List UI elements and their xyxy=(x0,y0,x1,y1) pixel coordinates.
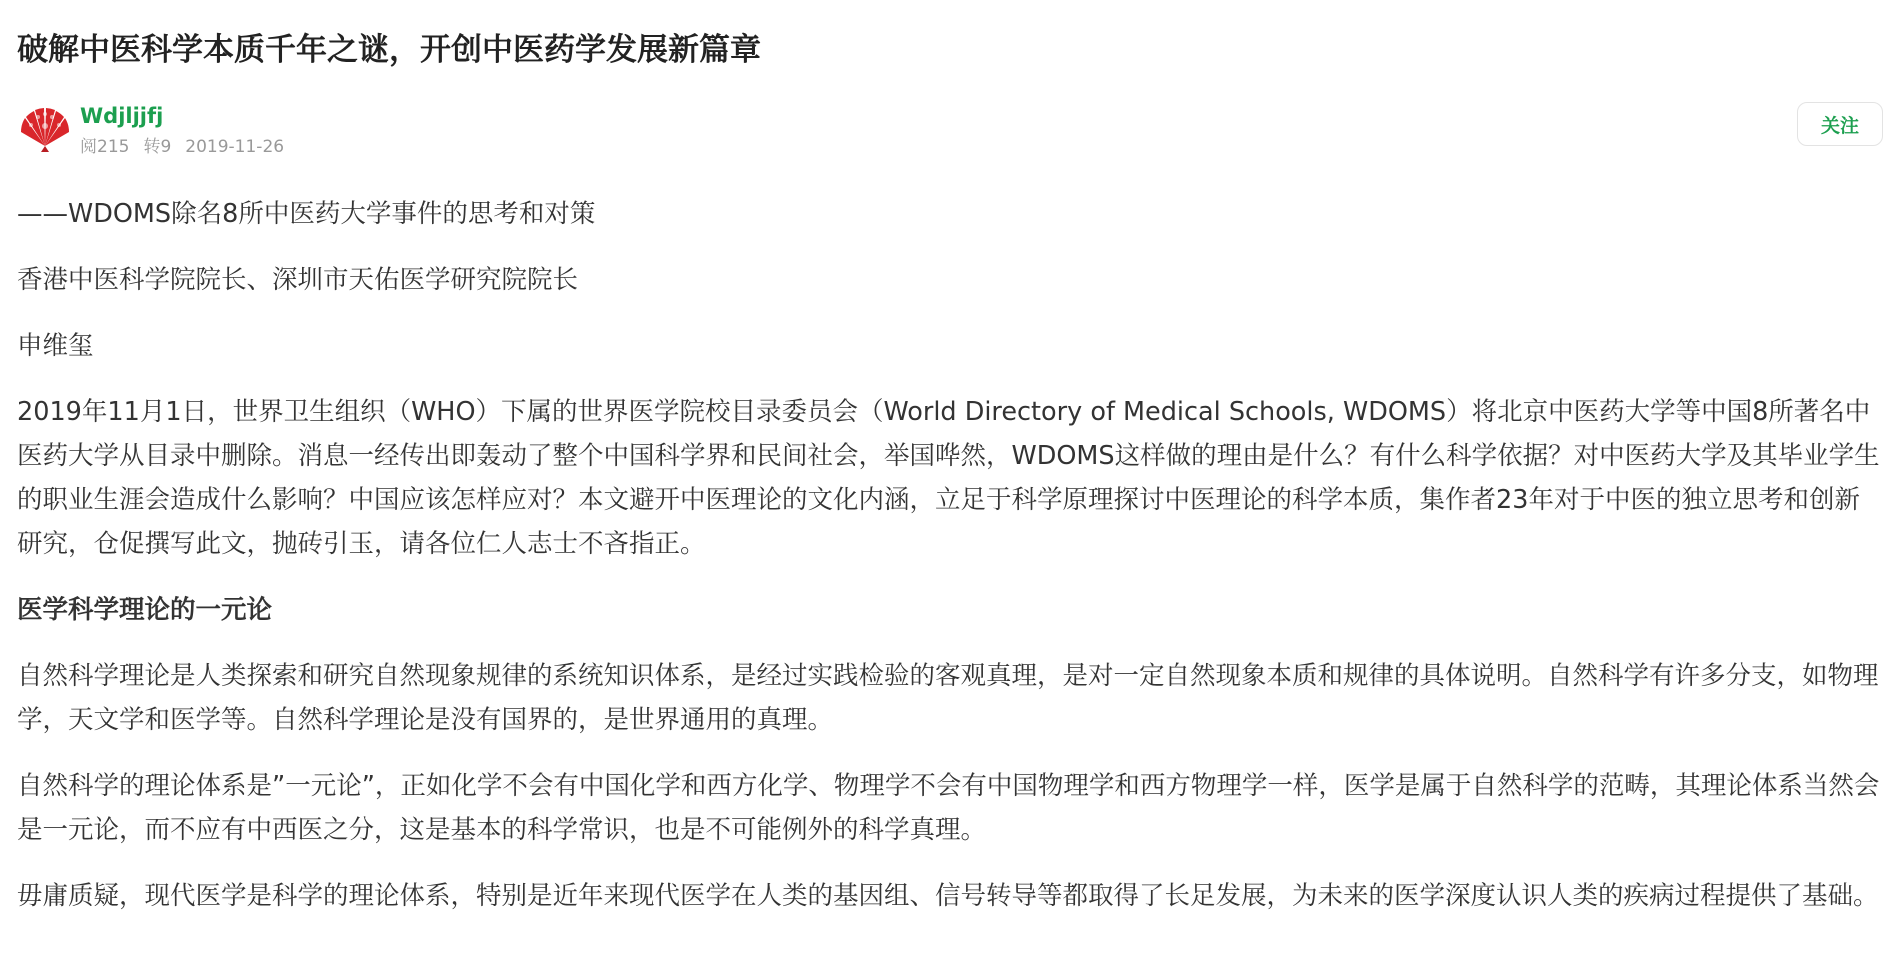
paragraph-2: 自然科学理论是人类探索和研究自然现象规律的系统知识体系，是经过实践检验的客观真理，是对一定自然现象本质和规律的具体说明。自然科学有许多分支，如物理学，天文学和医学等。自然科学理论是没有国界的，是世界通用的真理。 xyxy=(17,661,1879,735)
article-subtitle: ——WDOMS除名8所中医药大学事件的思考和对策 xyxy=(17,199,596,229)
article-meta xyxy=(80,136,298,158)
author-info xyxy=(80,102,298,158)
publish-date: 2019-11-26 xyxy=(185,137,285,157)
paragraph-3: 自然科学的理论体系是”一元论”，正如化学不会有中国化学和西方化学、物理学不会有中国物理学和西方物理学一样，医学是属于自然科学的范畴，其理论体系当然会是一元论，而不应有中西医之分，这是基本的科学常识，也是不可能例外的科学真理。 xyxy=(17,771,1880,845)
read-count: 阅215 xyxy=(80,137,130,157)
red-paper-fan-icon xyxy=(17,106,73,152)
section-heading: 医学科学理论的一元论 xyxy=(17,595,273,625)
repost-count: 转9 xyxy=(143,137,172,157)
article-title: 破解中医科学本质千年之谜，开创中医药学发展新篇章 xyxy=(17,32,761,68)
author-byline: 申维玺 xyxy=(17,331,94,361)
paragraph-4: 毋庸质疑，现代医学是科学的理论体系，特别是近年来现代医学在人类的基因组、信号转导等都取得了长足发展，为未来的医学深度认识人类的疾病过程提供了基础。 xyxy=(17,881,1879,911)
article-body xyxy=(17,192,1883,918)
paragraph-1: 2019年11月1日，世界卫生组织（WHO）下属的世界医学院校目录委员会（World Directory of Medical Schools, WDOMS）将北京中医药大学等中国8所著名中医药大学从目录中删除。消息一经传出即轰动了整个中国科学界和民间社会，举国哗然，WDOMS这样做的理由是什么？有什么科学依据？对中医药大学及其毕业学生的职业生涯会造成什么影响？中国应该怎样应对？本文避开中医理论的文化内涵，立足于科学原理探讨中医理论的科学本质，集作者23年对于中医的独立思考和创新研究，仓促撰写此文，抛砖引玉，请各位仁人志士不吝指正。 xyxy=(17,397,1880,559)
author-affiliation: 香港中医科学院院长、深圳市天佑医学研究院院长 xyxy=(17,265,579,295)
author-name[interactable]: Wdjljjfj xyxy=(80,104,164,128)
avatar[interactable] xyxy=(17,106,73,152)
author-row xyxy=(17,102,1883,172)
follow-button[interactable]: 关注 xyxy=(1797,102,1883,146)
